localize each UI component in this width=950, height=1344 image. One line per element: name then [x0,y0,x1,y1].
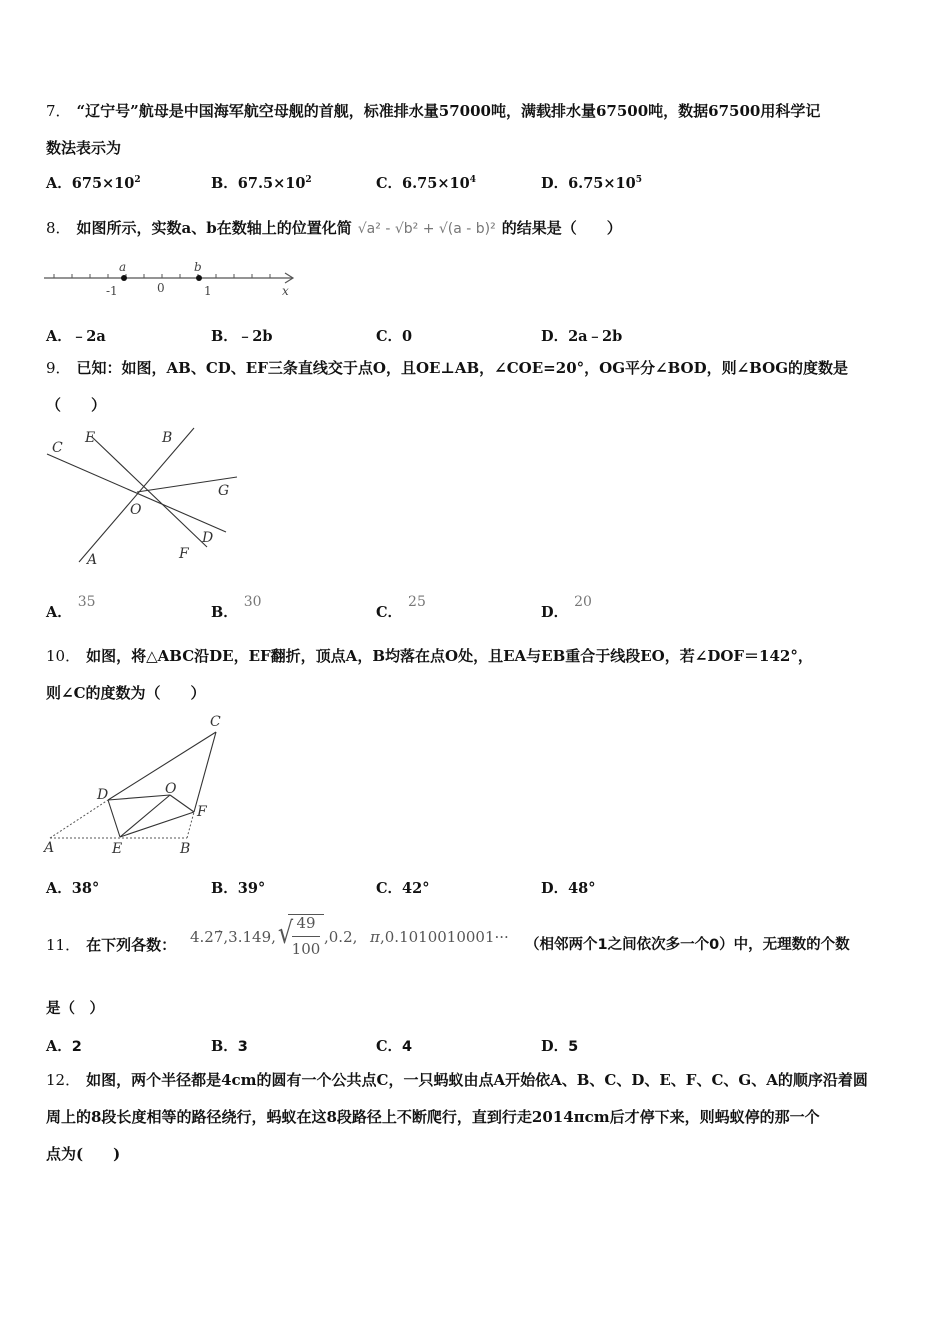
option-d[interactable]: D．20 [541,594,592,621]
label-b: B [180,841,191,857]
option-c[interactable]: C．4 [376,1038,413,1055]
label-a: A [44,840,55,856]
dotted-bf [187,812,194,838]
option-b[interactable]: B．$67.5\times 10^2$ [211,175,312,192]
label-c: C [210,714,221,730]
question-number: 9． [46,359,71,377]
question-10-options [46,877,908,901]
question-number: 10． [46,647,81,665]
segment-de [108,800,120,837]
option-b[interactable]: B．30 [211,594,262,621]
label-o: O [165,781,177,797]
question-11: 11． 在下列各数： [46,936,177,954]
dotted-ad [50,800,108,838]
option-c[interactable]: C．$6.75\times 10^4$ [376,175,476,192]
segment-do [108,795,170,800]
folded-triangle-figure [42,710,232,860]
question-9-line2: （ ） [46,396,107,414]
point-a [121,275,127,281]
question-7-options [46,172,908,196]
question-7 [46,93,908,167]
option-d[interactable]: D．2a﹣2b [541,328,623,345]
segment-ef [120,812,194,837]
fraction-denominator: 100 [291,940,321,958]
option-d[interactable]: D．48° [541,880,596,897]
radical-sign: √ [277,916,294,951]
label-b: b [194,260,202,274]
tick-label-0: 0 [157,281,165,295]
question-11-tail: （相邻两个1之间依次多一个0）中，无理数的个数 [525,937,850,953]
question-number: 7． [46,102,71,120]
question-10 [46,638,908,712]
label-g: G [218,483,230,499]
option-a[interactable]: A．38° [46,880,100,897]
question-7-line2: 数法表示为 [46,139,122,157]
line-ef [92,437,207,547]
point-b [196,275,202,281]
question-12-line1: 12． 如图，两个半径都是4cm的圆有一个公共点C，一只蚂蚁由点A开始依A、B、C、D、E、F、C、G、A的顺序沿着圆 [46,1071,868,1089]
axis-label-x: x [282,284,289,298]
option-c[interactable]: C．0 [376,328,413,345]
question-number: 8． [46,219,71,237]
option-a[interactable]: A．2 [46,1038,82,1055]
label-d: D [202,530,214,546]
question-9 [46,350,908,424]
tick-label-1: 1 [204,284,212,298]
question-9-options [46,590,908,620]
question-8: 8． 如图所示，实数a、b在数轴上的位置化简 √a² - √b² + √(a - b)² 的结果是（ ） [46,219,622,237]
question-number: 11． [46,936,81,954]
label-e: E [85,430,96,446]
label-o: O [130,502,142,518]
option-d[interactable]: D．$6.75\times 10^5$ [541,175,642,192]
option-a[interactable]: A．35 [46,594,96,621]
question-9-line1: 9． 已知：如图，AB、CD、EF三条直线交于点O，且OE⊥AB，∠COE=20°，OG平分∠BOD，则∠BOG的度数是 [46,359,849,377]
option-c[interactable]: C．42° [376,880,430,897]
question-10-line1: 10． 如图，将△ABC沿DE，EF翻折，顶点A，B均落在点O处，且EA与EB重合于线段EO，若∠DOF＝142°， [46,647,813,665]
question-8-options [46,325,908,349]
label-f: F [197,804,207,820]
option-a[interactable]: A．﹣2a [46,328,106,345]
label-a: a [119,260,127,274]
segment-eo [120,795,170,837]
label-a: A [87,552,98,568]
question-number: 12． [46,1071,81,1089]
number-line-figure [42,258,302,300]
intersecting-lines-figure [42,422,242,572]
option-b[interactable]: B．39° [211,880,266,897]
question-11-line2: 是（ ） [46,1001,104,1017]
label-d: D [97,787,109,803]
label-e: E [112,841,123,857]
option-a[interactable]: A．$675\times 10^2$ [46,175,141,192]
label-f: F [179,546,189,562]
question-12 [46,1062,908,1173]
line-cd [47,454,226,532]
line-ab [79,428,194,562]
segment-of [170,795,194,812]
option-b[interactable]: B．﹣2b [211,328,273,345]
question-12-line3: 点为( ) [46,1145,121,1163]
question-10-line2: 则∠C的度数为（ ） [46,684,206,702]
fraction-numerator: 49 [296,914,316,932]
tick-label-neg1: -1 [106,284,118,298]
question-11-options [46,1035,908,1059]
question-12-line2: 周上的8段长度相等的路径绕行，蚂蚁在这8段路径上不断爬行，直到行走2014πcm后才停下来，则蚂蚁停的那一个 [46,1108,820,1126]
question-7-line1: 7． “辽宁号”航母是中国海军航空母舰的首舰，标准排水量57000吨，满载排水量67500吨，数据67500用科学记 [46,102,821,120]
option-c[interactable]: C．25 [376,594,426,621]
option-d[interactable]: D．5 [541,1038,579,1055]
radical-expression: √a² - √b² + √(a - b)² [357,221,496,237]
option-b[interactable]: B．3 [211,1038,248,1055]
label-b: B [162,430,173,446]
label-c: C [52,440,63,456]
